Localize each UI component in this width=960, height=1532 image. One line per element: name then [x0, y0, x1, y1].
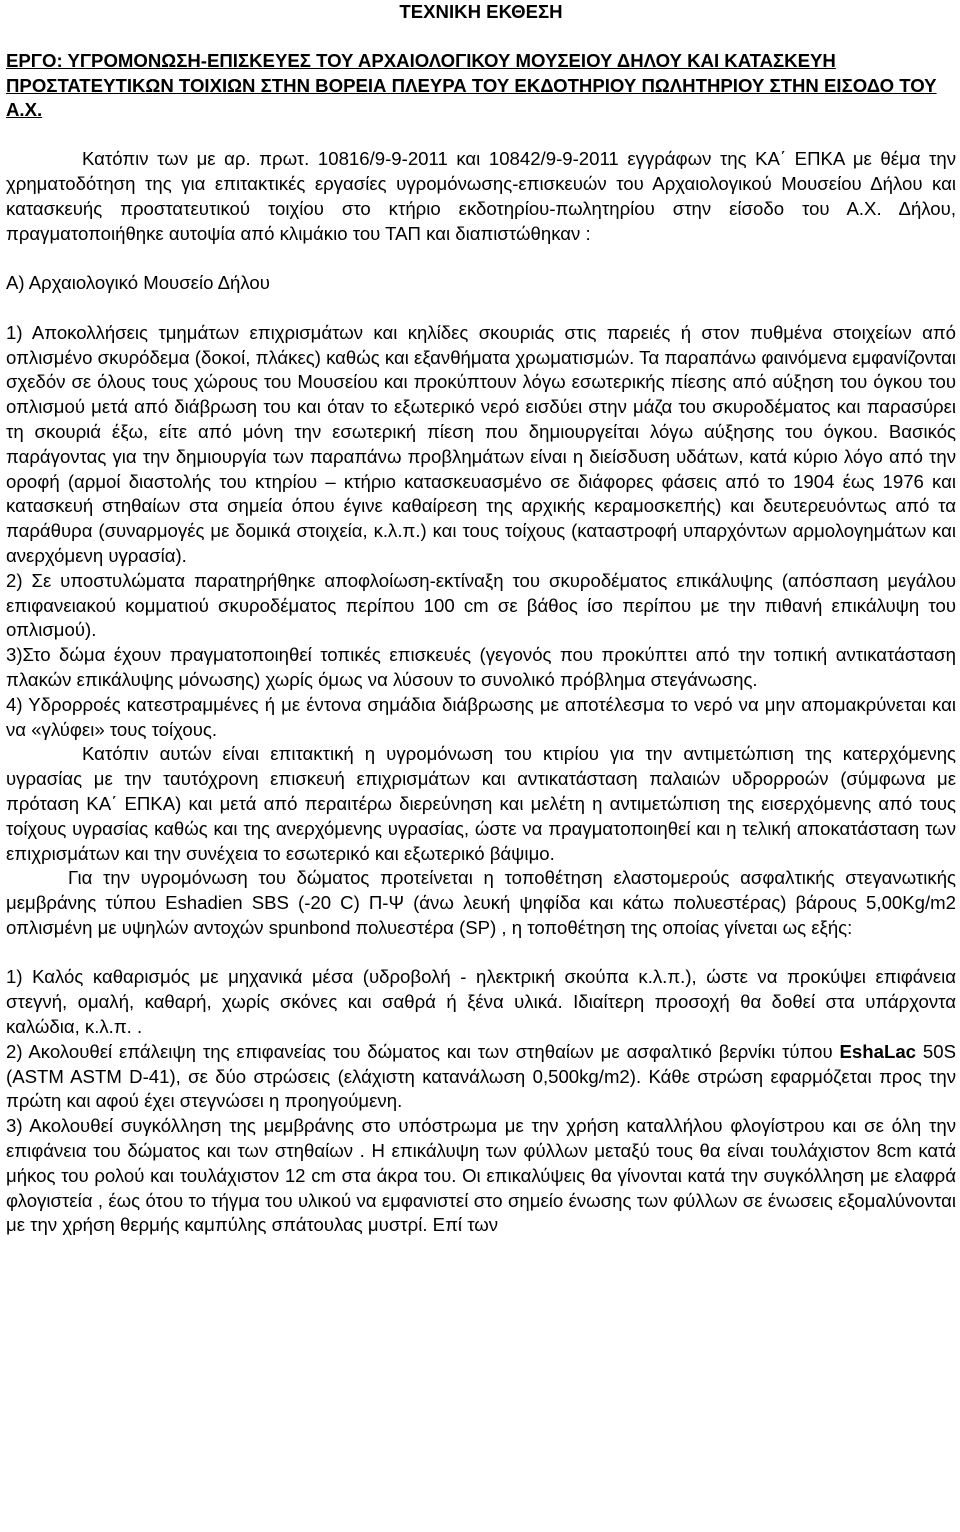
step-3: 3) Ακολουθεί συγκόλληση της μεμβράνης στο υπόστρωμα με την χρήση καταλλήλου φλογίστρου και σε όλη την επιφάνεια του δώματος και των στηθαίων . Η επικάλυψη των φύλλων μεταξύ τους θα είναι τουλάχιστον 8cm κατά μήκος του ρολού και τουλάχιστον 12 cm στα άκρα του. Οι επικαλύψεις θα γίνονται κατά την συγκόλληση με ελαφρά φλογιστεία , έως ότου το τήγμα του υλικού να εμφανιστεί στο σημείο ένωσης των φύλλων σε ένωσεις εξομαλύνονται με την χρήση θερμής καμπύλης σπάτουλας μυστρί. Επί των — [6, 1115, 956, 1236]
proposal-paragraph: Για την υγρομόνωση του δώματος προτείνεται η τοποθέτηση ελαστομερούς ασφαλτικής στεγανωτικής μεμβράνης τύπου Eshadien SBS (-20 C) Π-Ψ (άνω λευκή ψηφίδα και κάτω πολυεστέρας) βάρους 5,00Kg/m2 οπλισμένη με υψηλών αντοχών spunbond πολυεστέρα (SP) , η τοποθέτηση της οποίας γίνεται ως εξής: — [6, 867, 956, 938]
product-name: EshaLac — [839, 1040, 916, 1062]
intro-paragraph: Κατόπιν των με αρ. πρωτ. 10816/9-9-2011 και 10842/9-9-2011 εγγράφων της ΚΑ΄ ΕΠΚΑ με θέμα την χρηματοδότηση της για επιτακτικές εργασίες υγρομόνωσης-επισκευών του Αρχαιολογικού Μουσείου Δήλου και κατασκευής προστατευτικού τοιχίου στο κτήριο εκδοτηρίου-πωλητηρίου στην είσοδο του Α.Χ. Δήλου, πραγματοποιήθηκε αυτοψία από κλιμάκιο του ΤΑΠ και διαπιστώθηκαν : — [6, 148, 956, 244]
step-2-text-before: 2) Ακολουθεί επάλειψη της επιφανείας του δώματος και των στηθαίων με ασφαλτικό βερνίκι τύπου — [6, 1040, 840, 1062]
step-2 — [6, 1040, 956, 1114]
finding-3: 3)Στο δώμα έχουν πραγματοποιηθεί τοπικές επισκευές (γεγονός που προκύπτει από την τοπική αντικατάσταση πλακών επικάλυψης μόνωσης) χωρίς όμως να λύσουν το συνολικό πρόβλημα στεγάνωσης. — [6, 644, 956, 690]
document-title: ΤΕΧΝΙΚΗ ΕΚΘΕΣΗ — [399, 1, 563, 22]
finding-2: 2) Σε υποστυλώματα παρατηρήθηκε αποφλοίωση-εκτίναξη του σκυροδέματος επικάλυψης (απόσπαση μεγάλου επιφανειακού κομματιού σκυροδέματος περίπου 100 cm σε βάθος ίσο περίπου με την πιθανή επικάλυψη του οπλισμού). — [6, 569, 956, 641]
project-heading: ΕΡΓΟ: ΥΓΡΟΜΟΝΩΣΗ-ΕΠΙΣΚΕΥΕΣ ΤΟΥ ΑΡΧΑΙΟΛΟΓΙΚΟΥ ΜΟΥΣΕΙΟΥ ΔΗΛΟΥ ΚΑΙ ΚΑΤΑΣΚΕΥΗ ΠΡΟΣΤΑΤΕΥΤΙΚΩΝ ΤΟΙΧΙΩΝ ΣΤΗΝ ΒΟΡΕΙΑ ΠΛΕΥΡΑ ΤΟΥ ΕΚΔΟΤΗΡΙΟΥ ΠΩΛΗΤΗΡΙΟΥ ΣΤΗΝ ΕΙΣΟΔΟ ΤΟΥ Α.Χ. — [6, 49, 937, 121]
step-2-text-after: 50S (ASTM ASTM D-41), σε δύο στρώσεις (ελάχιστη κατανάλωση 0,500kg/m2). Κάθε στρώση εφαρμόζεται πρoς την πρώτη και αφού έχει στεγνώσει η προηγούμενη. — [6, 1040, 956, 1112]
finding-4: 4) Υδρορροές κατεστραμμένες ή με έντονα σημάδια διάβρωσης με αποτέλεσμα το νερό να μην απομακρύνεται και να «γλύφει» τους τοίχους. — [6, 693, 956, 740]
section-a-heading: Α) Αρχαιολογικό Μουσείο Δήλου — [6, 272, 270, 294]
technical-report-page — [6, 0, 956, 1238]
step-1: 1) Καλός καθαρισμός με μηχανικά μέσα (υδροβολή - ηλεκτρική σκούπα κ.λ.π.), ώστε να προκύψει επιφάνεια στεγνή, ομαλή, καθαρή, χωρίς σκόνες και σαθρά ή ξένα υλικά. Ιδιαίτερη προσοχή θα δοθεί στα υπάρχοντα καλώδια, κ.λ.π. . — [6, 966, 956, 1038]
conclusion-paragraph: Κατόπιν αυτών είναι επιτακτική η υγρομόνωση του κτιρίου για την αντιμετώπιση της κατερχόμενης υγρασίας με την ταυτόχρονη επισκευή επιχρισμάτων και αντικατάσταση παλαιών υδρορροών (σύμφωνα με πρόταση ΚΑ΄ ΕΠΚΑ) και μετά από περαιτέρω διερεύνηση και μελέτη η αντιμετώπιση της εισερχόμενης από τους τοίχους υγρασίας καθώς και της ανερχόμενης υγρασίας, ώστε να πραγματοποιηθεί και η τελική αποκατάσταση των επιχρισμάτων και την συνέχεια το εσωτερικό και εξωτερικό βάψιμο. — [6, 743, 956, 864]
finding-1: 1) Αποκολλήσεις τμημάτων επιχρισμάτων και κηλίδες σκουριάς στις παρειές ή στον πυθμένα στοιχείων από οπλισμένο σκυρόδεμα (δοκοί, πλάκες) καθώς και εξανθήματα χρωματισμών. Τα παραπάνω φαινόμενα εμφανίζονται σχεδόν σε όλους τους χώρους του Μουσείου και προκύπτουν λόγω εσωτερικής πίεσης από αύξηση του όγκου του οπλισμού μετά από διάβρωση του και όταν το εξωτερικό νερό εισδύει στην μάζα του σκυροδέματος και παρασύρει τη σκουριά έξω, είτε από μόνη την εσωτερική πίεση που δημιουργείται λόγω αύξησης του όγκου. Βασικός παράγοντας για την δημιουργία των παραπάνω προβλημάτων είναι η διείσδυση υδάτων, κατά κύριο λόγο από την οροφή (αρμοί διαστολής του κτηρίου – κτήριο κατασκευασμένο σε διάφορες φάσεις από το 1904 έως 1976 και κατασκευή στηθαίων στα σημεία όπου έγινε καθαίρεση της αρχικής κεραμοσκεπής) και δευτερευόντως από τα παράθυρα (συναρμογές με δομικά στοιχεία, κ.λ.π.) και τους τοίχους (καταστροφή υπαρχόντων αρμολογημάτων και ανερχόμενη υγρασία). — [6, 321, 956, 566]
